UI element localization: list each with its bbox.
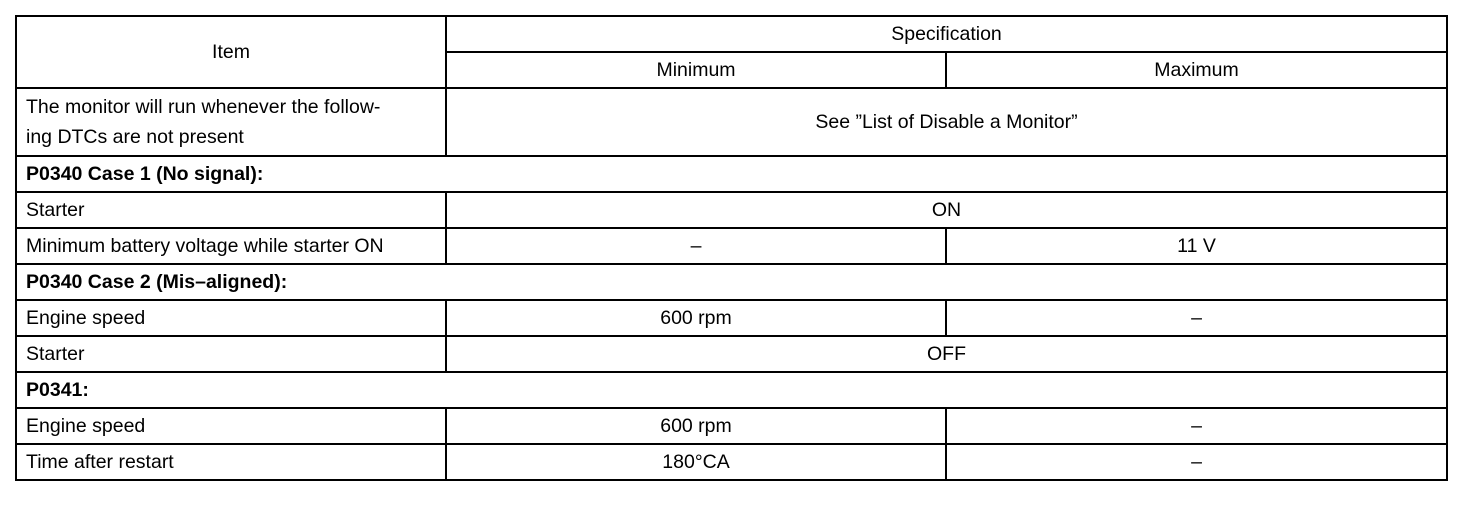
row-max: –: [946, 300, 1447, 336]
row-value: ON: [446, 192, 1447, 228]
specification-table: [15, 15, 1448, 481]
table-row: [16, 444, 1447, 480]
table-row: [16, 192, 1447, 228]
section-row-case1: [16, 156, 1447, 192]
row-label: Engine speed: [16, 408, 446, 444]
monitor-condition-line1: The monitor will run whenever the follow-: [26, 96, 381, 118]
monitor-spec: See ”List of Disable a Monitor”: [446, 88, 1447, 156]
row-max: –: [946, 408, 1447, 444]
section-title-case1: P0340 Case 1 (No signal):: [16, 156, 1447, 192]
row-label: Minimum battery voltage while starter ON: [16, 228, 446, 264]
header-maximum: Maximum: [946, 52, 1447, 88]
row-max: 11 V: [946, 228, 1447, 264]
section-row-case2: [16, 264, 1447, 300]
table-row: [16, 300, 1447, 336]
row-value: OFF: [446, 336, 1447, 372]
row-label: Engine speed: [16, 300, 446, 336]
table-row: [16, 408, 1447, 444]
row-min: 180°CA: [446, 444, 946, 480]
row-label: Starter: [16, 336, 446, 372]
table-row: [16, 336, 1447, 372]
section-title-case2: P0340 Case 2 (Mis–aligned):: [16, 264, 1447, 300]
header-minimum: Minimum: [446, 52, 946, 88]
row-min: 600 rpm: [446, 300, 946, 336]
monitor-condition-cell: [16, 88, 446, 156]
header-item: Item: [16, 16, 446, 88]
row-min: 600 rpm: [446, 408, 946, 444]
table-row: [16, 228, 1447, 264]
header-specification: Specification: [446, 16, 1447, 52]
section-title-p0341: P0341:: [16, 372, 1447, 408]
monitor-condition-line2: ing DTCs are not present: [26, 126, 244, 148]
row-min: –: [446, 228, 946, 264]
row-label: Time after restart: [16, 444, 446, 480]
row-max: –: [946, 444, 1447, 480]
header-row-top: [16, 16, 1447, 52]
row-label: Starter: [16, 192, 446, 228]
section-row-p0341: [16, 372, 1447, 408]
table-row-monitor: [16, 88, 1447, 156]
